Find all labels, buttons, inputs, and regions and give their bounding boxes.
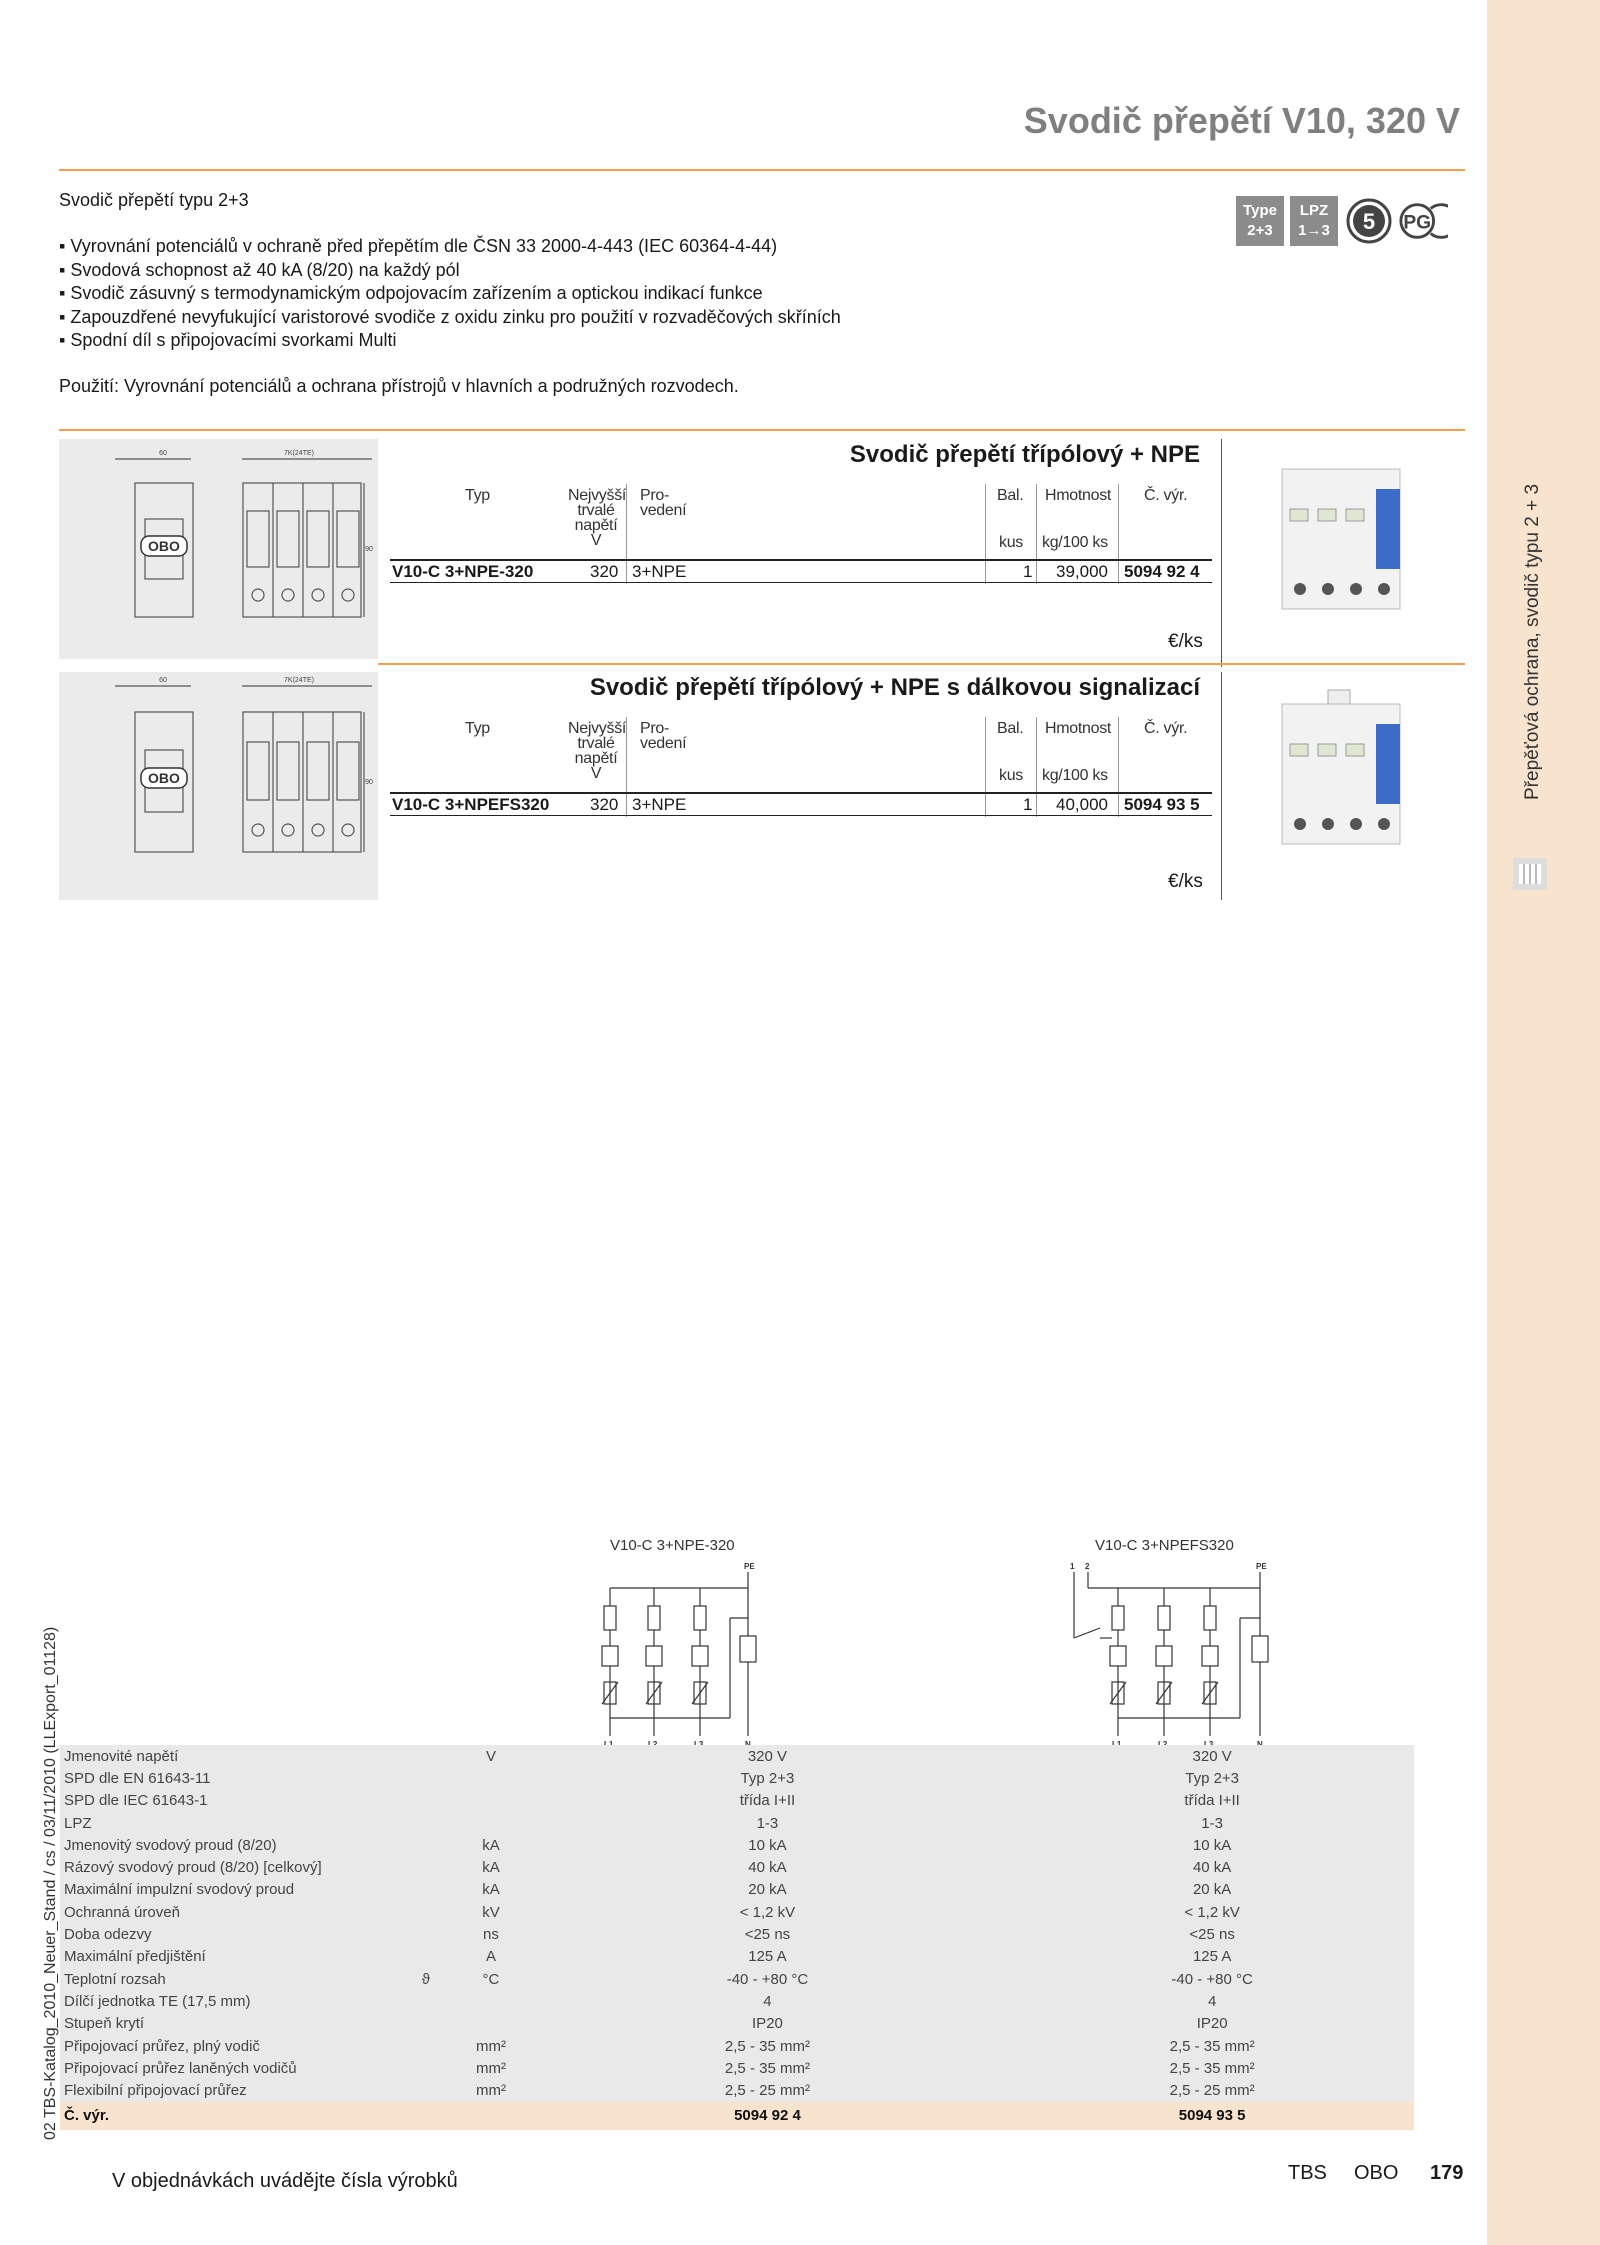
spec-row <box>60 1901 1414 1923</box>
svg-text:N: N <box>745 1740 751 1748</box>
spec-value-a: 2,5 - 35 mm² <box>724 2037 810 2055</box>
spec-value-b: třída I+II <box>1184 1792 1240 1810</box>
svg-text:L1: L1 <box>1112 1740 1122 1748</box>
product-bal: 1 <box>1023 562 1033 581</box>
spec-number-a: 5094 92 4 <box>734 2107 801 2125</box>
header-cvyr: Č. výr. <box>1144 720 1188 737</box>
lpz-badge: LPZ 1→3 <box>1290 196 1338 246</box>
spec-symbol <box>394 1901 457 1923</box>
spec-value-a: 4 <box>763 1992 772 2010</box>
spec-symbol <box>394 1946 457 1968</box>
svg-text:L3: L3 <box>1204 1740 1214 1748</box>
product-bal: 1 <box>1023 795 1033 814</box>
page-title: Svodič přepětí V10, 320 V <box>1023 100 1460 141</box>
spec-unit <box>457 1812 524 1834</box>
spec-label: Jmenovitý svodový proud (8/20) <box>64 1836 277 1854</box>
svg-text:OBO: OBO <box>148 538 180 554</box>
product-cvyr: 5094 92 4 <box>1124 562 1200 581</box>
svg-text:N: N <box>1257 1740 1263 1748</box>
spec-row <box>60 1812 1414 1834</box>
usage-text: Použití: Vyrovnání potenciálů a ochrana přístrojů v hlavních a podružných rozvodech. <box>59 376 739 396</box>
header-hmotnost: Hmotnost <box>1045 487 1112 504</box>
header-napeti: Nejvyšší trvalé napětí V <box>568 720 627 782</box>
spec-number-b: 5094 93 5 <box>1178 2107 1246 2125</box>
spec-label: Stupeň krytí <box>64 2015 145 2033</box>
footer-obo: OBO <box>1354 2162 1399 2184</box>
spec-value-b: 125 A <box>1192 1948 1232 1966</box>
spec-symbol: ϑ <box>421 1970 430 1988</box>
feature-item: ▪ Zapouzdřené nevyfukující varistorové svodiče z oxidu zinku pro použití v rozvaděčových skříních <box>59 306 841 330</box>
footer-tbs: TBS <box>1288 2162 1327 2184</box>
svg-text:PE: PE <box>1256 1562 1267 1571</box>
spec-value-a: 10 kA <box>748 1836 787 1854</box>
product-provedeni: 3+NPE <box>632 562 687 581</box>
footer-note: V objednávkách uváděјte čísla výrobků <box>112 2170 458 2192</box>
product-typ: V10-C 3+NPE-320 <box>392 562 534 581</box>
spec-unit <box>457 1790 524 1812</box>
header-hmotnost: Hmotnost <box>1045 720 1112 737</box>
price-unit: €/ks <box>1168 631 1203 652</box>
section-rule <box>378 663 1465 665</box>
spec-row <box>60 2035 1414 2057</box>
spec-value-a: 2,5 - 35 mm² <box>724 2059 810 2077</box>
svg-text:PG: PG <box>1403 212 1432 234</box>
feature-item: ▪ Spodní díl s připojovacími svorkami Multi <box>59 329 841 353</box>
spec-symbol <box>394 1879 457 1901</box>
circuit-label-2: V10-C 3+NPEFS320 <box>1095 1537 1234 1554</box>
spec-value-b: Typ 2+3 <box>1185 1769 1240 1787</box>
header-hmotnost-unit: kg/100 ks <box>1042 767 1108 784</box>
header-bal-unit: kus <box>999 534 1023 551</box>
header-typ: Typ <box>465 487 490 504</box>
svg-text:L2: L2 <box>1158 1740 1168 1748</box>
spec-unit: kV <box>482 1903 500 1921</box>
svg-text:90: 90 <box>365 779 373 786</box>
spec-value-a: 20 kA <box>748 1881 787 1899</box>
circuit-diagram-1 <box>590 1558 770 1748</box>
spec-value-a: < 1,2 kV <box>739 1903 796 1921</box>
spec-value-b: 320 V <box>1192 1747 1232 1765</box>
spec-value-a: 320 V <box>747 1747 788 1765</box>
product-napeti: 320 <box>590 562 619 581</box>
spec-label: Připojovací průřez laněných vodičů <box>64 2059 297 2077</box>
spec-label: SPD dle EN 61643-11 <box>64 1769 211 1787</box>
spec-value-b: 2,5 - 25 mm² <box>1169 2082 1255 2100</box>
svg-text:5: 5 <box>1362 209 1376 234</box>
spec-value-a: -40 - +80 °C <box>726 1970 809 1988</box>
header-typ: Typ <box>465 720 490 737</box>
spec-unit: kA <box>482 1836 500 1854</box>
product-photo-1 <box>1272 449 1422 627</box>
spec-unit: mm² <box>475 2059 506 2077</box>
spec-row <box>60 2013 1414 2035</box>
spec-symbol <box>394 1745 457 1767</box>
spec-value-b: 4 <box>1207 1992 1217 2010</box>
spec-symbol <box>394 1990 457 2012</box>
product-hmotnost: 40,000 <box>1056 795 1108 814</box>
header-bal: Bal. <box>997 720 1024 737</box>
spec-number-label: Č. výr. <box>64 2107 110 2125</box>
spec-value-b: 2,5 - 35 mm² <box>1169 2037 1255 2055</box>
spec-symbol <box>394 2035 457 2057</box>
spec-value-b: 2,5 - 35 mm² <box>1169 2059 1255 2077</box>
spec-row <box>60 1745 1414 1767</box>
spec-row <box>60 1968 1414 1990</box>
spec-unit: A <box>485 1948 496 1966</box>
pg-certification-icon <box>1398 198 1448 244</box>
product-title-2: Svodič přepětí třípólový + NPE s dálkovou signalizací <box>589 674 1200 701</box>
svg-text:L2: L2 <box>648 1740 658 1748</box>
page-number: 179 <box>1430 2162 1464 2184</box>
spec-value-a: 2,5 - 25 mm² <box>724 2082 810 2100</box>
spec-row <box>60 1856 1414 1878</box>
spec-row <box>60 1879 1414 1901</box>
svg-text:1: 1 <box>1070 1562 1075 1571</box>
product-photo-2 <box>1272 684 1422 862</box>
spec-table <box>60 1745 1414 2130</box>
product-napeti: 320 <box>590 795 619 814</box>
technical-drawing-2 <box>59 672 378 900</box>
spec-symbol <box>394 1923 457 1945</box>
intro-text: Svodič přepětí typu 2+3 <box>59 190 249 210</box>
header-provedeni: Pro- vedení <box>640 487 687 519</box>
header-bal-unit: kus <box>999 767 1023 784</box>
spec-label: SPD dle IEC 61643-1 <box>64 1792 208 1810</box>
spec-value-a: třída I+II <box>739 1792 796 1810</box>
spec-symbol <box>394 2057 457 2079</box>
spec-row <box>60 2057 1414 2079</box>
spec-value-b: 10 kA <box>1192 1836 1232 1854</box>
product-title-1: Svodič přepětí třípólový + NPE <box>849 441 1200 468</box>
spec-unit: mm² <box>475 2082 506 2100</box>
spec-label: Dílčí jednotka TE (17,5 mm) <box>64 1992 251 2010</box>
spec-symbol <box>394 1812 457 1834</box>
spec-value-b: 1-3 <box>1201 1814 1223 1832</box>
product-provedeni: 3+NPE <box>632 795 687 814</box>
header-napeti: Nejvyšší trvalé napětí V <box>568 487 627 549</box>
spec-symbol <box>394 1834 457 1856</box>
spec-label: Flexibilní připojovací průřez <box>64 2082 247 2100</box>
price-unit: €/ks <box>1168 871 1203 892</box>
spec-symbol <box>394 1767 457 1789</box>
spec-empty <box>394 2102 457 2130</box>
svg-text:2: 2 <box>1085 1562 1090 1571</box>
header-hmotnost-unit: kg/100 ks <box>1042 534 1108 551</box>
spec-value-b: < 1,2 kV <box>1184 1903 1240 1921</box>
spec-unit: kA <box>482 1859 500 1877</box>
spec-unit: mm² <box>475 2037 506 2055</box>
header-bal: Bal. <box>997 487 1024 504</box>
spec-value-b: 40 kA <box>1192 1859 1232 1877</box>
spec-row <box>60 1790 1414 1812</box>
spec-row <box>60 1923 1414 1945</box>
spec-symbol <box>394 1856 457 1878</box>
svg-text:60: 60 <box>159 677 167 684</box>
spec-row <box>60 1946 1414 1968</box>
svg-text:PE: PE <box>744 1562 755 1571</box>
spec-value-b: -40 - +80 °C <box>1171 1970 1253 1988</box>
svg-text:L3: L3 <box>694 1740 704 1748</box>
spec-value-a: 125 A <box>748 1948 787 1966</box>
spec-symbol <box>394 2013 457 2035</box>
dimension-drawing-icon <box>59 439 378 659</box>
technical-drawing-1 <box>59 439 378 659</box>
spec-unit: V <box>485 1747 496 1765</box>
spec-unit <box>457 1767 524 1789</box>
feature-list <box>59 235 841 353</box>
spec-empty <box>457 2102 524 2130</box>
feature-item: ▪ Svodič zásuvný s termodynamickým odpojovacím zařízením a optickou indikací funkce <box>59 282 841 306</box>
circuit-diagram-2 <box>1060 1558 1280 1748</box>
spec-unit <box>457 1990 524 2012</box>
spec-row <box>60 1834 1414 1856</box>
five-year-seal-icon <box>1344 198 1394 244</box>
spec-label: Teplotní rozsah <box>64 1970 166 1988</box>
spec-symbol <box>394 1790 457 1812</box>
spec-unit <box>457 2013 524 2035</box>
svg-text:90: 90 <box>365 546 373 553</box>
product-hmotnost: 39,000 <box>1056 562 1108 581</box>
spec-value-a: IP20 <box>752 2015 783 2033</box>
product-cvyr: 5094 93 5 <box>1124 795 1200 814</box>
spec-label: Maximální předjištění <box>64 1948 206 1966</box>
spec-unit: kA <box>482 1881 500 1899</box>
spec-symbol <box>394 2079 457 2101</box>
spec-row <box>60 1767 1414 1789</box>
spec-value-b: IP20 <box>1196 2015 1228 2033</box>
spec-label: Jmenovité napětí <box>64 1747 179 1765</box>
spec-unit: ns <box>483 1926 499 1944</box>
svg-text:7K(24TE): 7K(24TE) <box>284 677 314 684</box>
spec-row <box>60 1990 1414 2012</box>
product-typ: V10-C 3+NPEFS320 <box>392 795 550 814</box>
feature-item: ▪ Vyrovnání potenciálů v ochraně před přepětím dle ČSN 33 2000-4-443 (IEC 60364-4-44) <box>59 235 841 259</box>
spec-row <box>60 2079 1414 2101</box>
spec-unit: °C <box>482 1970 500 1988</box>
spec-label: Rázový svodový proud (8/20) [celkový] <box>64 1859 322 1877</box>
spec-label: Připojovací průřez, plný vodič <box>64 2037 260 2055</box>
spec-label: Ochranná úroveň <box>64 1903 180 1921</box>
feature-item: ▪ Svodová schopnost až 40 kA (8/20) na každý pól <box>59 259 841 283</box>
dimension-drawing-icon <box>59 672 378 900</box>
type-badge: Type 2+3 <box>1236 196 1284 246</box>
spec-number-row <box>60 2102 1414 2130</box>
svg-text:OBO: OBO <box>148 770 180 786</box>
svg-text:60: 60 <box>159 450 167 457</box>
header-provedeni: Pro- vedení <box>640 720 687 752</box>
spec-value-a: <25 ns <box>744 1926 791 1944</box>
chapter-thumbnail <box>1513 858 1547 890</box>
circuit-label-1: V10-C 3+NPE-320 <box>610 1537 735 1554</box>
spec-label: LPZ <box>64 1814 92 1832</box>
svg-text:L1: L1 <box>604 1740 614 1748</box>
spec-value-a: Typ 2+3 <box>740 1769 795 1787</box>
spec-value-b: 20 kA <box>1192 1881 1232 1899</box>
spec-label: Doba odezvy <box>64 1926 152 1944</box>
header-cvyr: Č. výr. <box>1144 487 1188 504</box>
spec-value-a: 1-3 <box>756 1814 779 1832</box>
spec-label: Maximální impulzní svodový proud <box>64 1881 295 1899</box>
section-rule <box>59 429 1465 431</box>
side-band <box>1487 0 1600 2245</box>
spec-value-b: <25 ns <box>1189 1926 1235 1944</box>
spec-value-a: 40 kA <box>748 1859 787 1877</box>
title-rule <box>59 169 1465 171</box>
svg-text:7K(24TE): 7K(24TE) <box>284 450 314 457</box>
